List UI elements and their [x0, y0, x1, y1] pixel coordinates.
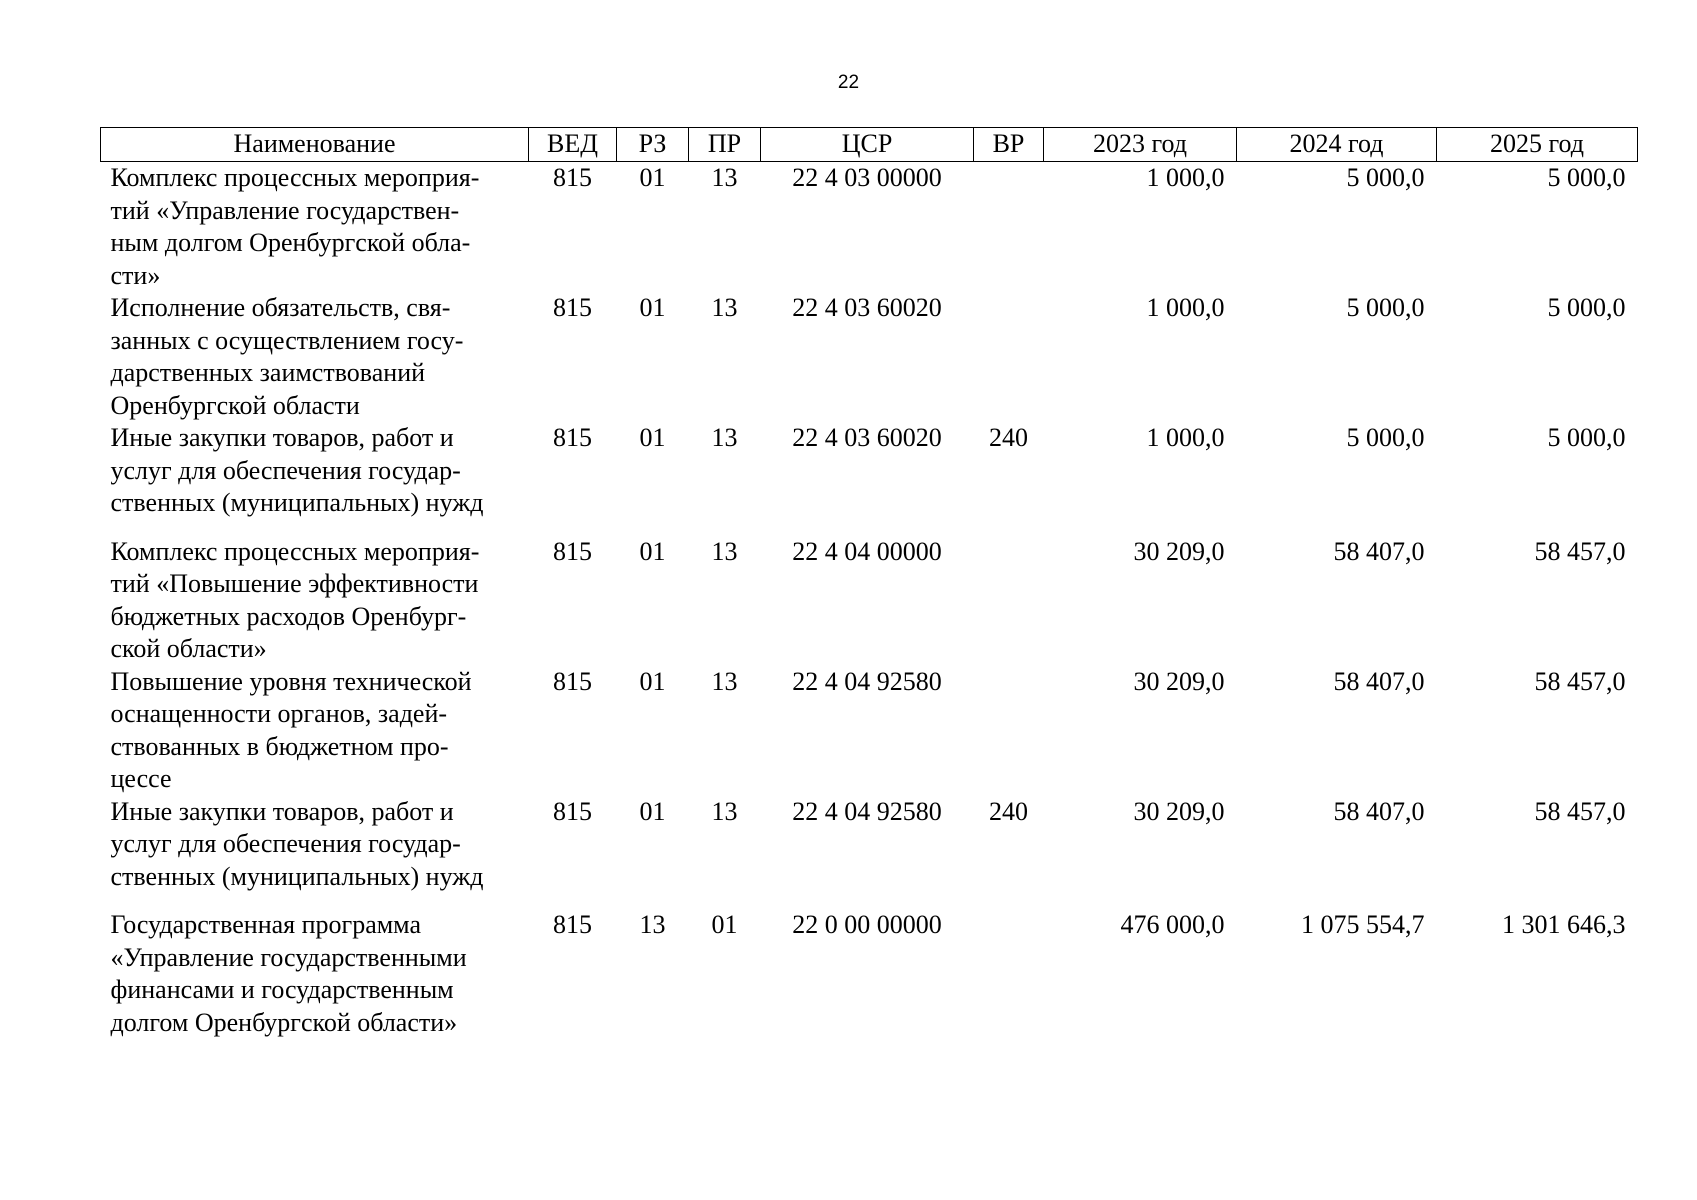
table-row — [101, 292, 1638, 422]
row-2024: 58 407,0 — [1333, 536, 1425, 566]
row-pr: 13 — [711, 666, 738, 696]
row-name-line: цессе — [110, 764, 172, 793]
row-2023: 30 209,0 — [1133, 666, 1225, 696]
row-pr: 13 — [711, 423, 738, 452]
row-2023: 1 000,0 — [1146, 163, 1225, 192]
row-name-line: Иные закупки товаров, работ и — [110, 796, 454, 826]
row-2023: 476 000,0 — [1120, 910, 1225, 939]
row-ved: 815 — [553, 796, 592, 826]
row-name-line: ственных (муниципальных) нужд — [110, 861, 484, 891]
row-ved: 815 — [553, 423, 592, 452]
row-2023: 1 000,0 — [1146, 423, 1225, 452]
row-2025: 5 000,0 — [1547, 293, 1626, 322]
row-name-line: долгом Оренбургской области» — [110, 1007, 458, 1037]
header-2025: 2025 год — [1437, 128, 1638, 162]
row-vr — [974, 909, 1044, 1039]
row-name-line: «Управление государственными — [110, 942, 467, 972]
row-2025: 58 457,0 — [1534, 536, 1626, 566]
row-rz: 01 — [639, 666, 666, 696]
row-rz: 01 — [639, 796, 666, 826]
row-2024: 1 075 554,7 — [1301, 910, 1425, 939]
row-name-line: Комплекс процессных мероприя- — [110, 536, 480, 566]
row-pr: 13 — [711, 536, 738, 566]
row-csr: 22 4 04 00000 — [792, 536, 942, 566]
header-csr: ЦСР — [761, 128, 974, 162]
row-name-line: занных с осуществлением госу- — [110, 325, 464, 355]
row-2024: 58 407,0 — [1333, 796, 1425, 826]
row-name-line: услуг для обеспечения государ- — [110, 829, 461, 858]
row-name-line: тий «Повышение эффективности — [110, 569, 479, 598]
row-name — [101, 162, 529, 293]
row-name-line: Государственная программа — [110, 910, 422, 939]
row-csr: 22 4 04 92580 — [792, 666, 942, 696]
row-2025: 1 301 646,3 — [1502, 910, 1626, 939]
row-csr: 22 0 00 00000 — [792, 910, 942, 939]
table-row — [101, 422, 1638, 536]
row-csr: 22 4 03 60020 — [792, 293, 942, 322]
row-rz: 01 — [639, 163, 666, 192]
row-name — [101, 292, 529, 422]
row-rz: 01 — [639, 536, 666, 566]
row-ved: 815 — [553, 910, 592, 939]
header-name: Наименование — [101, 128, 529, 162]
page-number: 22 — [837, 72, 860, 93]
row-ved: 815 — [553, 163, 592, 192]
row-name-line: бюджетных расходов Оренбург- — [110, 601, 467, 631]
header-ved: ВЕД — [529, 128, 617, 162]
row-name-line: оснащенности органов, задей- — [110, 699, 448, 728]
table-header-row — [101, 128, 1638, 162]
row-name — [101, 796, 529, 910]
header-vr: ВР — [974, 128, 1044, 162]
table-row — [101, 666, 1638, 796]
row-2024: 58 407,0 — [1333, 666, 1425, 696]
row-name-line: Иные закупки товаров, работ и — [110, 423, 454, 452]
row-name-line: ствованных в бюджетном про- — [110, 731, 449, 761]
row-2025: 58 457,0 — [1534, 666, 1626, 696]
row-2023: 30 209,0 — [1133, 536, 1225, 566]
row-name-line: ственных (муниципальных) нужд — [110, 488, 484, 517]
row-name-line: Повышение уровня технической — [110, 666, 472, 696]
row-name-line: Исполнение обязательств, свя- — [110, 293, 451, 322]
row-pr: 13 — [711, 796, 738, 826]
row-name — [101, 422, 529, 536]
row-name-line: дарственных заимствований — [110, 358, 426, 387]
row-vr — [974, 162, 1044, 293]
row-vr — [974, 292, 1044, 422]
row-name-line: ской области» — [110, 634, 267, 663]
row-ved: 815 — [553, 536, 592, 566]
row-name-line: тий «Управление государствен- — [110, 195, 460, 225]
row-pr: 13 — [711, 163, 738, 192]
row-2023: 30 209,0 — [1133, 796, 1225, 826]
row-name-line: услуг для обеспечения государ- — [110, 455, 461, 485]
row-2023: 1 000,0 — [1146, 293, 1225, 322]
table-row — [101, 796, 1638, 910]
row-name — [101, 909, 529, 1039]
row-vr — [974, 536, 1044, 666]
row-pr: 13 — [711, 293, 738, 322]
row-csr: 22 4 03 60020 — [792, 423, 942, 452]
row-vr — [974, 666, 1044, 796]
row-2025: 58 457,0 — [1534, 796, 1626, 826]
row-2024: 5 000,0 — [1346, 293, 1425, 322]
header-rz: РЗ — [617, 128, 689, 162]
row-name-line: Оренбургской области — [110, 390, 360, 420]
row-2024: 5 000,0 — [1346, 423, 1425, 452]
row-name-line: Комплекс процессных мероприя- — [110, 163, 480, 192]
row-2025: 5 000,0 — [1547, 423, 1626, 452]
table-row — [101, 162, 1638, 293]
row-pr: 01 — [711, 910, 738, 939]
row-vr: 240 — [989, 423, 1028, 452]
row-name — [101, 666, 529, 796]
row-name — [101, 536, 529, 666]
header-pr: ПР — [689, 128, 761, 162]
row-name-line: сти» — [110, 260, 161, 290]
row-rz: 01 — [639, 423, 666, 452]
budget-table — [100, 127, 1638, 1039]
table-row — [101, 909, 1638, 1039]
row-2025: 5 000,0 — [1547, 163, 1626, 192]
row-rz: 13 — [639, 910, 666, 939]
row-ved: 815 — [553, 666, 592, 696]
row-ved: 815 — [553, 293, 592, 322]
header-2024: 2024 год — [1237, 128, 1437, 162]
row-name-line: финансами и государственным — [110, 975, 454, 1004]
row-csr: 22 4 03 00000 — [792, 163, 942, 192]
header-2023: 2023 год — [1044, 128, 1237, 162]
table-row — [101, 536, 1638, 666]
row-name-line: ным долгом Оренбургской обла- — [110, 228, 471, 257]
row-rz: 01 — [639, 293, 666, 322]
row-csr: 22 4 04 92580 — [792, 796, 942, 826]
row-2024: 5 000,0 — [1346, 163, 1425, 192]
row-vr: 240 — [989, 796, 1028, 826]
